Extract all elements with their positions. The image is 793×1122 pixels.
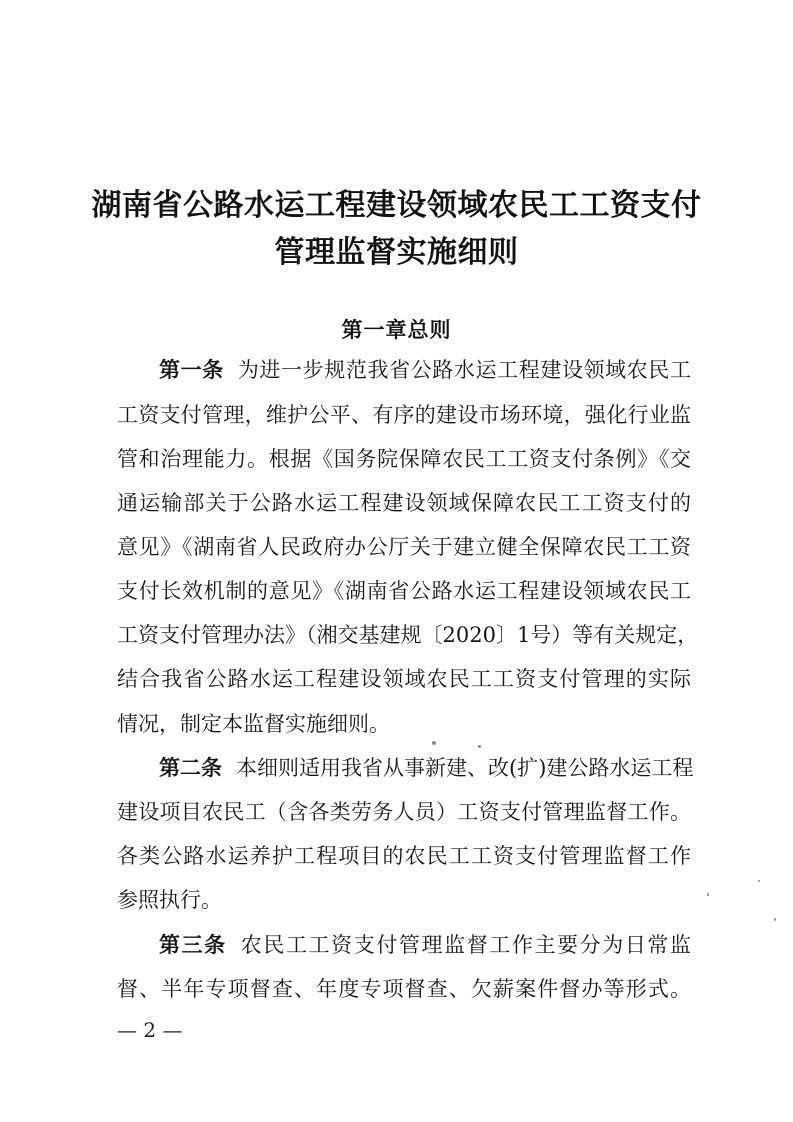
article-2-line-3: 各类公路水运养护工程项目的农民工工资支付管理监督工作 bbox=[117, 844, 691, 868]
article-1-line-2: 工资支付管理，维护公平、有序的建设市场环境，强化行业监 bbox=[117, 403, 691, 427]
article-1-line-6: 支付长效机制的意见》《湖南省公路水运工程建设领域农民工 bbox=[117, 579, 691, 603]
article-1-text: 为进一步规范我省公路水运工程建设领域农民工 bbox=[237, 358, 692, 382]
page-number: — 2 — bbox=[117, 1018, 183, 1042]
article-2-line-1 bbox=[159, 753, 694, 783]
scan-speck bbox=[432, 741, 436, 745]
article-1-line-3: 管和治理能力。根据《国务院保障农民工工资支付条例》《交 bbox=[117, 447, 691, 471]
scan-speck bbox=[707, 893, 709, 896]
chapter-heading: 第一章总则 bbox=[341, 318, 452, 342]
article-1-line-1 bbox=[159, 355, 691, 385]
article-2-text: 本细则适用我省从事新建、改(扩)建公路水运工程 bbox=[236, 756, 694, 780]
document-title-line-2: 管理监督实施细则 bbox=[274, 235, 519, 270]
article-3-line-2: 督、半年专项督查、年度专项督查、欠薪案件督办等形式。 bbox=[117, 977, 691, 1001]
scan-speck bbox=[774, 918, 776, 921]
article-1-number: 第一条 bbox=[159, 358, 224, 382]
article-1-line-7: 工资支付管理办法》（湘交基建规〔2020〕1号）等有关规定， bbox=[117, 623, 699, 647]
article-1-line-8: 结合我省公路水运工程建设领域农民工工资支付管理的实际 bbox=[117, 667, 691, 691]
article-1-line-5: 意见》《湖南省人民政府办公厅关于建立健全保障农民工工资 bbox=[117, 535, 691, 559]
article-3-text: 农民工工资支付管理监督工作主要分为日常监 bbox=[240, 933, 692, 957]
article-3-number: 第三条 bbox=[159, 933, 227, 957]
article-2-line-4: 参照执行。 bbox=[117, 888, 222, 912]
article-3-line-1 bbox=[159, 930, 691, 960]
article-2-line-2: 建设项目农民工（含各类劳务人员）工资支付管理监督工作。 bbox=[117, 800, 691, 824]
scan-speck bbox=[758, 880, 760, 882]
scan-speck bbox=[478, 745, 481, 748]
article-2-number: 第二条 bbox=[159, 756, 222, 780]
article-1-line-9: 情况，制定本监督实施细则。 bbox=[117, 712, 390, 736]
article-1-line-4: 通运输部关于公路水运工程建设领域保障农民工工资支付的 bbox=[117, 491, 691, 515]
document-title-line-1: 湖南省公路水运工程建设领域农民工工资支付 bbox=[91, 188, 702, 223]
